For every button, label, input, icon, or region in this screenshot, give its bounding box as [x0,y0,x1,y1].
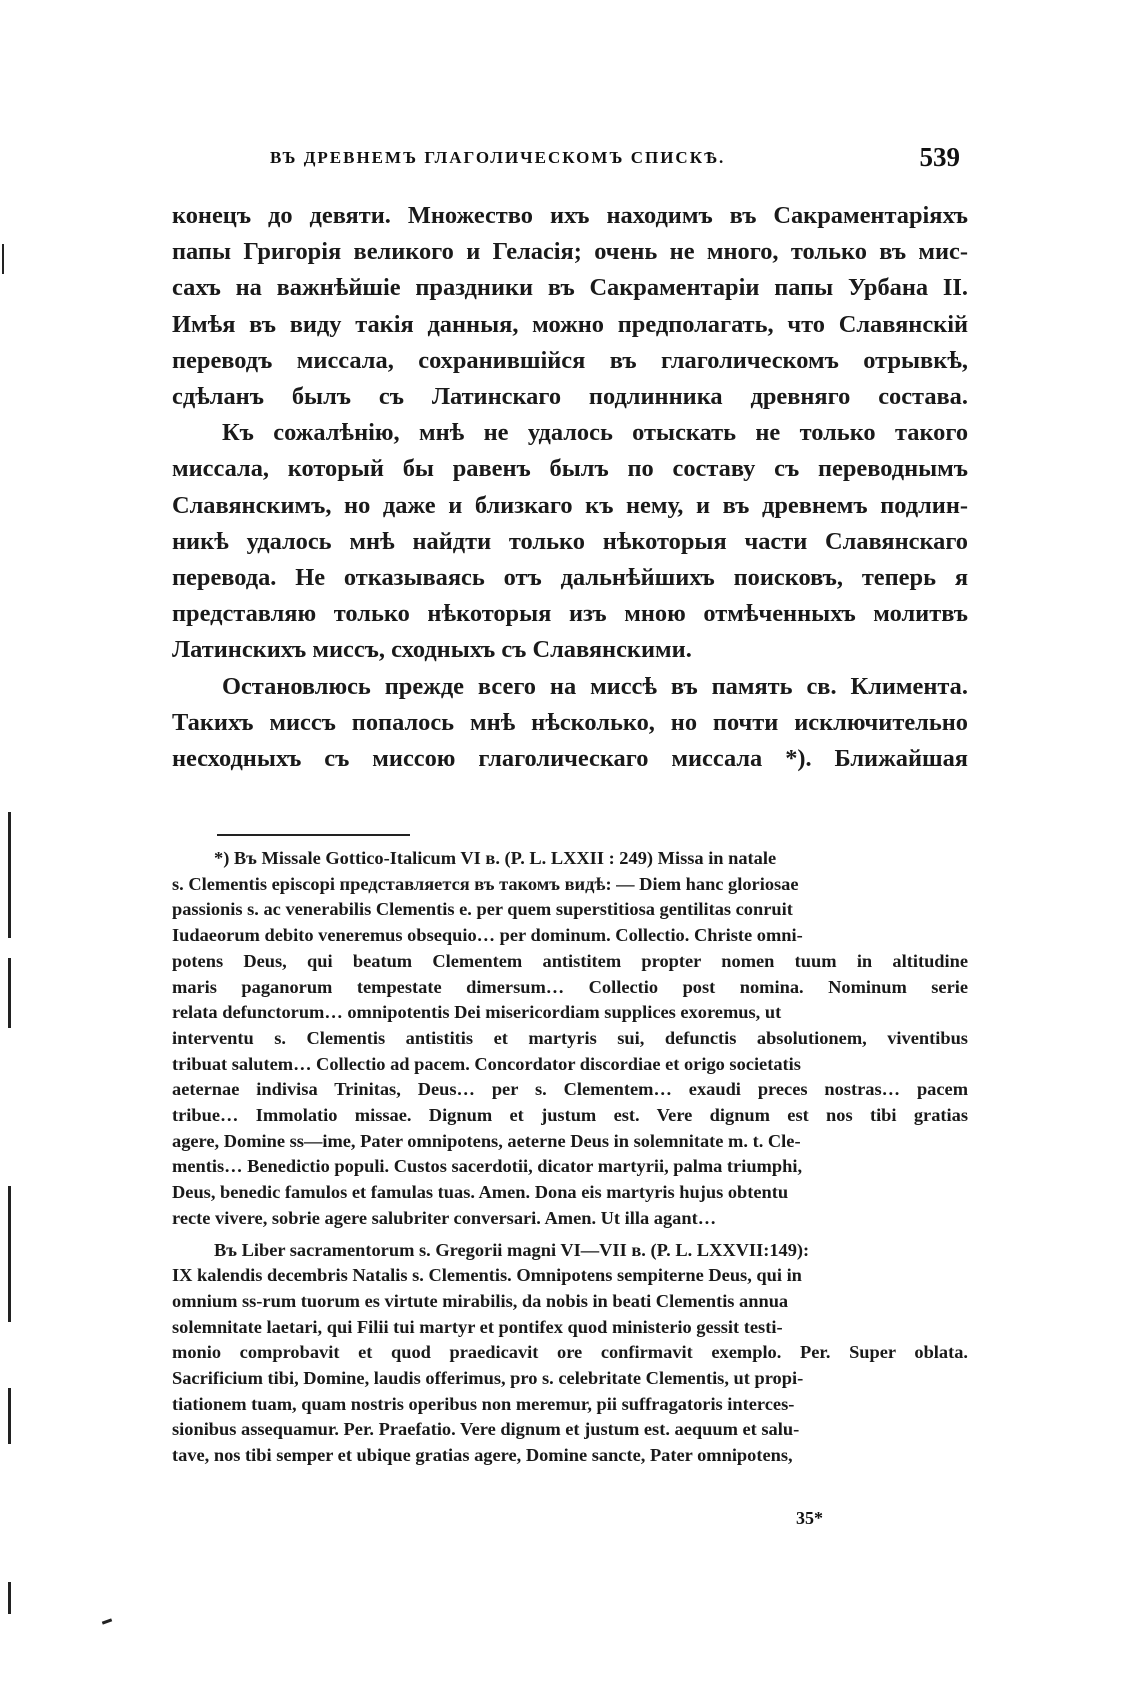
running-head [170,142,970,182]
footnote [172,846,968,1232]
footnote-line: tiationem tuam, quam nostris operibus non meremur, pii suffragatoris interces- [172,1393,795,1414]
footnote [172,1238,968,1469]
footnote-line: recte vivere, sobrie agere salubriter conversari. Amen. Ut illa agant… [172,1207,717,1228]
page-number: 539 [919,142,960,172]
paragraph [172,198,968,415]
footnote-line: IX kalendis decembris Natalis s. Clementis. Omnipotens sempiterne Deus, qui in [172,1265,802,1286]
footnote-separator [217,834,410,836]
scan-artifact [8,1186,11,1322]
text-line: Къ сожалѣнію, мнѣ не удалось отыскать не только такого [222,419,969,447]
text-line: Славянскимъ, но даже и близкаго къ нему, и въ древнемъ подлин- [172,491,968,519]
text-line: Латинскихъ миссъ, сходныхъ съ Славянскими. [172,636,692,664]
paragraph [172,415,968,668]
text-line: Остановлюсь прежде всего на миссѣ въ память св. Климента. [222,672,968,700]
text-line: переводъ миссала, сохранившійся въ глаголическомъ отрывкѣ, [172,346,969,374]
footnote-line: agere, Domine ss—ime, Pater omnipotens, aeterne Deus in solemnitate m. t. Cle- [172,1130,801,1151]
scan-artifact [8,812,11,938]
footnote-line: omnium ss-rum tuorum es virtute mirabilis, da nobis in beati Clementis annua [172,1290,789,1311]
running-title: ВЪ ДРЕВНЕМЪ ГЛАГОЛИЧЕСКОМЪ СПИСКѢ. [270,148,726,167]
text-line: папы Григорія великого и Геласія; очень не много, только въ мис- [172,238,969,266]
scan-artifact [8,1388,11,1444]
footnote-line: Deus, benedic famulos et famulas tuas. Amen. Dona eis martyris hujus obtentu [172,1182,789,1203]
text-line: миссала, который бы равенъ былъ по составу съ переводнымъ [172,455,969,483]
footnote-line: tave, nos tibi semper et ubique gratias agere, Domine sancte, Pater omnipotens, [172,1445,793,1466]
footnote-line: Iudaeorum debito veneremus obsequio… per dominum. Collectio. Christe omni- [172,925,803,946]
text-line: представляю только нѣкоторыя изъ мною отмѣченныхъ молитвъ [172,600,968,628]
footnote-line: aeternae indivisa Trinitas, Deus… per s. Clementem… exaudi preces nostras… pacem [172,1079,969,1100]
footnote-line: tribuat salutem… Collectio ad pacem. Concordator discordiae et origo societatis [172,1053,801,1074]
footnote-line: sionibus assequamur. Per. Praefatio. Vere dignum et justum est. aequum et salu- [172,1419,800,1440]
footnote-line: relata defunctorum… omnipotentis Dei misericordiam supplices exoremus, ut [172,1002,782,1023]
footnote-line: monio comprobavit et quod praedicavit ore confirmavit exemplo. Per. Super oblata. [172,1342,969,1363]
scan-artifact [8,958,11,1028]
text-line: Такихъ миссъ попалось мнѣ нѣсколько, но почти исключительно [172,708,968,736]
footnote-line: Въ Liber sacramentorum s. Gregorii magni VI—VII в. (P. L. LXXVII:149): [214,1239,810,1260]
footnote-line: interventu s. Clementis antistitis et martyris sui, defunctis absolutionem, viventibus [172,1027,968,1048]
text-line: сдѣланъ былъ съ Латинскаго подлинника древняго состава. [172,383,968,411]
text-line: Имѣя въ виду такія данныя, можно предполагать, что Славянскій [172,310,969,338]
signature-mark: 35* [796,1508,823,1528]
footnote-line: *) Въ Missale Gottico-Italicum VI в. (P. L. LXXII : 249) Missa in natale [214,848,777,868]
footnote-line: Sacrificium tibi, Domine, laudis offerimus, pro s. celebritate Clementis, ut propi- [172,1368,804,1389]
text-line: никѣ удалось мнѣ найдти только нѣкоторыя части Славянскаго [172,527,968,555]
footnote-line: solemnitate laetari, qui Filii tui martyr et pontifex quod ministerio gessit testi- [172,1316,783,1337]
scan-artifact [8,1582,11,1614]
main-text [172,198,968,777]
footnote-line: s. Clementis episcopi представляется въ такомъ видѣ: — Diem hanc gloriosae [172,873,799,894]
scan-artifact [102,1618,112,1624]
footnote-line: maris paganorum tempestate dimersum… Collectio post nomina. Nominum serie [172,976,969,997]
text-line: перевода. Не отказываясь отъ дальнѣйшихъ поисковъ, теперь я [172,564,969,592]
paragraph [172,669,968,778]
scan-artifact [2,244,4,274]
footnote-line: tribue… Immolatio missae. Dignum et justum est. Vere dignum est nos tibi gratias [172,1105,968,1126]
footnote-line: mentis… Benedictio populi. Custos sacerdotii, dicator martyrii, palma triumphi, [172,1156,803,1177]
footnote-line: passionis s. ac venerabilis Clementis e. per quem superstitiosa gentilitas conruit [172,899,793,920]
text-line: конецъ до девяти. Множество ихъ находимъ въ Сакраментаріяхъ [172,202,968,229]
footnotes [172,846,968,1469]
text-line: несходныхъ съ миссою глаголическаго миссала *). Ближайшая [172,745,969,773]
text-line: сахъ на важнѣйшіе праздники въ Сакраментаріи папы Урбана II. [172,274,968,302]
footnote-line: potens Deus, qui beatum Clementem antistitem propter nomen tuum in altitudine [172,950,969,971]
